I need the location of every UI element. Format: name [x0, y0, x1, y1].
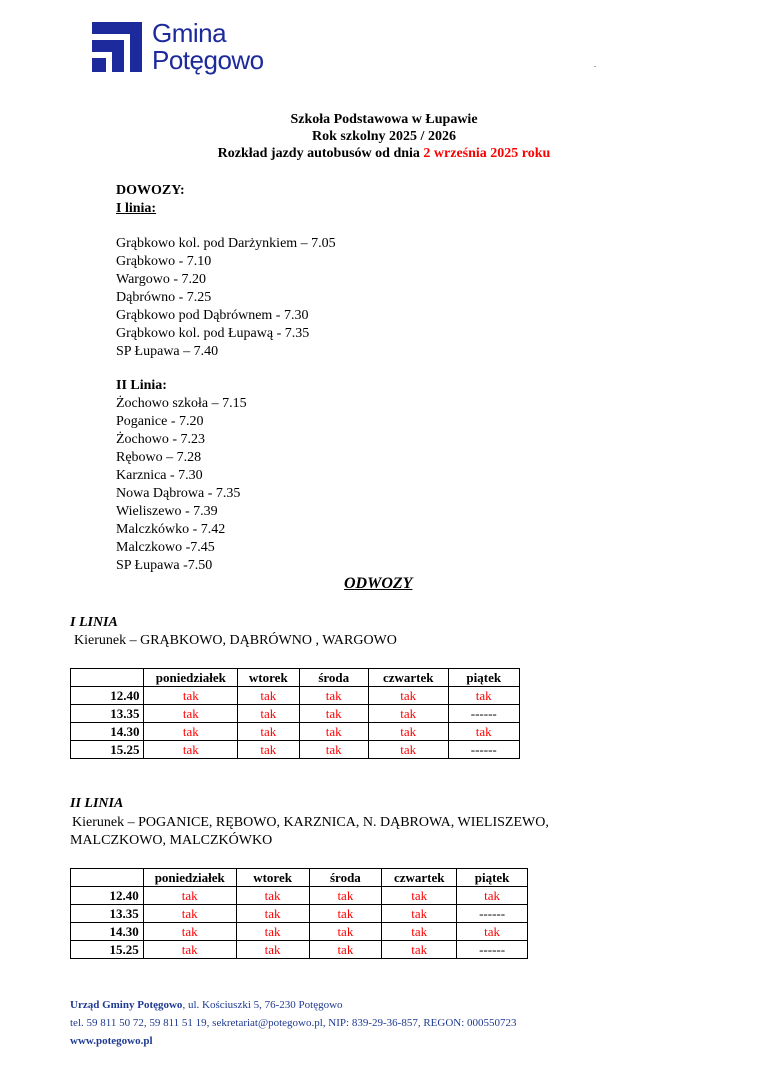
day-header: poniedziałek — [144, 669, 238, 687]
table-cell: tak — [368, 687, 448, 705]
table-row — [71, 687, 520, 705]
footer-address: , ul. Kościuszki 5, 76-230 Potęgowo — [182, 999, 343, 1011]
empty-header-cell — [71, 669, 144, 687]
table-row — [71, 723, 520, 741]
table-cell: tak — [144, 741, 238, 759]
table-cell: ------ — [457, 941, 528, 959]
dowozy-title: DOWOZY: — [116, 183, 185, 198]
schedule-prefix: Rozkład jazdy autobusów od dnia — [217, 146, 424, 161]
list-item: Wieliszewo - 7.39 — [116, 504, 218, 519]
stray-dot: . — [594, 60, 596, 69]
list-item: SP Łupawa – 7.40 — [116, 344, 219, 359]
table-cell: tak — [143, 941, 236, 959]
table-cell: tak — [238, 705, 299, 723]
table-cell: tak — [144, 723, 238, 741]
line1-label: I linia: — [116, 201, 157, 216]
table-cell: ------ — [448, 741, 520, 759]
table-cell: ------ — [457, 905, 528, 923]
table-cell: tak — [309, 887, 382, 905]
time-cell: 12.40 — [71, 887, 144, 905]
table-cell: tak — [368, 705, 448, 723]
table-cell: tak — [236, 941, 309, 959]
table-cell: tak — [299, 723, 368, 741]
table-cell: tak — [382, 941, 457, 959]
odwozy-line2-table — [70, 868, 528, 959]
day-header: środa — [309, 869, 382, 887]
table-cell: tak — [299, 705, 368, 723]
time-cell: 15.25 — [71, 741, 144, 759]
logo-text — [152, 20, 264, 74]
time-cell: 12.40 — [71, 687, 144, 705]
table-cell: tak — [457, 923, 528, 941]
table-cell: tak — [144, 705, 238, 723]
table-cell: tak — [309, 941, 382, 959]
day-header: wtorek — [236, 869, 309, 887]
day-header: piątek — [448, 669, 520, 687]
document-header — [0, 111, 768, 162]
day-header: poniedziałek — [143, 869, 236, 887]
footer-contact: tel. 59 811 50 72, 59 811 51 19, sekretariat@potegowo.pl, NIP: 839-29-36-857, REGON: 000550723 — [70, 1017, 517, 1029]
schedule-date: 2 września 2025 roku — [423, 146, 551, 161]
odwozy-title: ODWOZY — [344, 575, 413, 592]
odwozy-line1-label: I LINIA — [70, 615, 118, 630]
list-item: Grąbkowo kol. pod Darżynkiem – 7.05 — [116, 236, 336, 251]
footer — [70, 996, 517, 1050]
table-cell: tak — [309, 905, 382, 923]
list-item: Poganice - 7.20 — [116, 414, 204, 429]
table-cell: tak — [448, 687, 520, 705]
table-header-row — [71, 669, 520, 687]
table-cell: tak — [236, 905, 309, 923]
odwozy-line1-table — [70, 668, 520, 759]
day-header: piątek — [457, 869, 528, 887]
table-row — [71, 923, 528, 941]
line2-label: II Linia: — [116, 378, 167, 393]
day-header: czwartek — [382, 869, 457, 887]
school-year: Rok szkolny 2025 / 2026 — [312, 129, 456, 144]
odwozy-line2-label: II LINIA — [70, 796, 124, 811]
list-item: Malczkówko - 7.42 — [116, 522, 226, 537]
list-item: Karznica - 7.30 — [116, 468, 203, 483]
table-cell: tak — [368, 741, 448, 759]
list-item: Grąbkowo kol. pod Łupawą - 7.35 — [116, 326, 310, 341]
line2-stops — [116, 377, 247, 575]
empty-header-cell — [71, 869, 144, 887]
table-cell: tak — [238, 741, 299, 759]
day-header: środa — [299, 669, 368, 687]
list-item: Rębowo – 7.28 — [116, 450, 202, 465]
time-cell: 14.30 — [71, 723, 144, 741]
schedule-title — [0, 145, 768, 162]
table-cell: tak — [368, 723, 448, 741]
day-header: czwartek — [368, 669, 448, 687]
table-row — [71, 741, 520, 759]
time-cell: 13.35 — [71, 705, 144, 723]
table-header-row — [71, 869, 528, 887]
table-cell: tak — [238, 687, 299, 705]
table-cell: tak — [238, 723, 299, 741]
table-cell: tak — [382, 887, 457, 905]
table-row — [71, 905, 528, 923]
time-cell: 15.25 — [71, 941, 144, 959]
table-cell: tak — [143, 923, 236, 941]
list-item: Żochowo szkoła – 7.15 — [116, 396, 247, 411]
list-item: Malczkowo -7.45 — [116, 540, 215, 555]
logo-line-1: Gmina — [152, 18, 227, 48]
gmina-logo-mark-icon — [92, 22, 142, 72]
footer-address-line — [70, 996, 517, 1014]
table-cell: tak — [382, 905, 457, 923]
line1-stops — [116, 235, 336, 361]
list-item: Wargowo - 7.20 — [116, 272, 206, 287]
table-cell: tak — [236, 887, 309, 905]
table-cell: tak — [299, 687, 368, 705]
table-cell: tak — [457, 887, 528, 905]
table-cell: tak — [448, 723, 520, 741]
list-item: Grąbkowo - 7.10 — [116, 254, 212, 269]
table-cell: tak — [144, 687, 238, 705]
table-cell: tak — [382, 923, 457, 941]
table-cell: ------ — [448, 705, 520, 723]
table-cell: tak — [143, 905, 236, 923]
school-name: Szkoła Podstawowa w Łupawie — [290, 112, 478, 127]
odwozy-line1-direction: Kierunek – GRĄBKOWO, DĄBRÓWNO , WARGOWO — [74, 633, 397, 648]
time-cell: 14.30 — [71, 923, 144, 941]
day-header: wtorek — [238, 669, 299, 687]
logo-line-2: Potęgowo — [152, 45, 264, 75]
footer-office: Urząd Gminy Potęgowo — [70, 999, 183, 1011]
table-cell: tak — [309, 923, 382, 941]
table-row — [71, 941, 528, 959]
list-item: Grąbkowo pod Dąbrównem - 7.30 — [116, 308, 309, 323]
list-item: Dąbrówno - 7.25 — [116, 290, 212, 305]
direction-line-1: Kierunek – POGANICE, RĘBOWO, KARZNICA, N. DĄBROWA, WIELISZEWO, — [72, 815, 549, 830]
footer-website-link[interactable]: www.potegowo.pl — [70, 1035, 153, 1047]
gmina-logo — [92, 20, 322, 80]
table-cell: tak — [299, 741, 368, 759]
list-item: Nowa Dąbrowa - 7.35 — [116, 486, 241, 501]
table-row — [71, 705, 520, 723]
time-cell: 13.35 — [71, 905, 144, 923]
dowozy-section — [116, 182, 185, 218]
direction-line-2: MALCZKOWO, MALCZKÓWKO — [70, 833, 273, 848]
list-item: SP Łupawa -7.50 — [116, 558, 213, 573]
table-cell: tak — [143, 887, 236, 905]
list-item: Żochowo - 7.23 — [116, 432, 206, 447]
table-row — [71, 887, 528, 905]
odwozy-line2-direction — [72, 814, 549, 850]
table-cell: tak — [236, 923, 309, 941]
